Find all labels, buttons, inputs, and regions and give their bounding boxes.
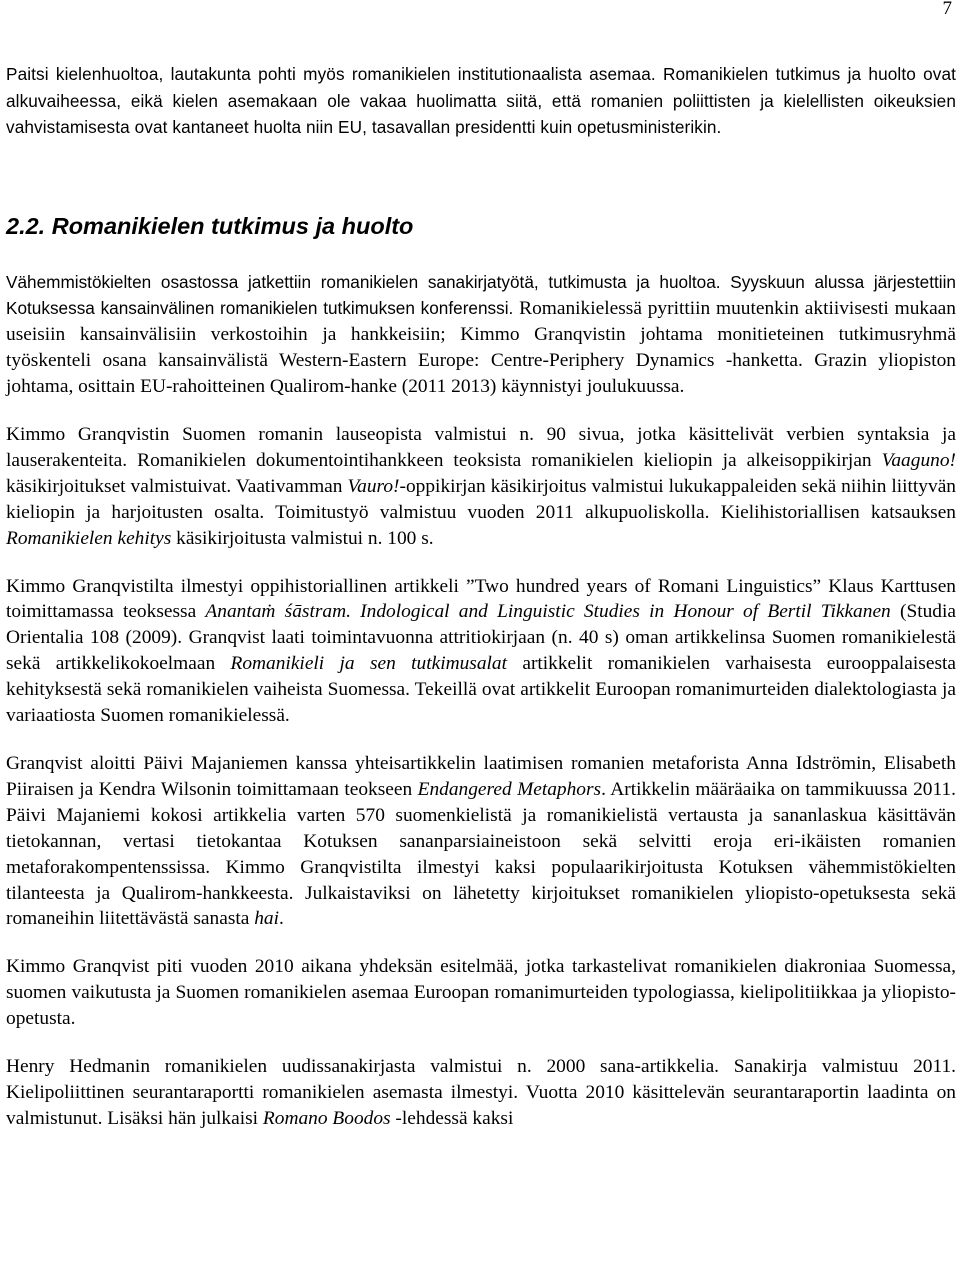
paragraph-lectures	[6, 954, 956, 1032]
p2-part-c: -oppikirjan käsikirjoitus valmistui lukukappaleiden sekä niihin liittyvän kieliopin ja harjoitusten osalta. Toimitustyö valmistuu vuoden 2011 alkupuoliskolla. Kielihistoriallisen katsauksen	[6, 475, 957, 523]
paragraph-syntax-work	[6, 422, 956, 552]
p2-part-d: käsikirjoitusta valmistui n. 100 s.	[171, 527, 434, 549]
p3-title-romanikieli: Romanikieli ja sen tutkimusalat	[230, 653, 507, 675]
p6-title-romano-boodos: Romano Boodos	[262, 1107, 391, 1129]
p2-title-kehitys: Romanikielen kehitys	[6, 527, 172, 549]
p4-part-b: . Artikkelin määräaika on tammikuussa 2011. Päivi Majaniemi kokosi artikkelia varten 570 suomenkielistä ja romanikielistä vertausta ja sananlaskua käsittävän tietokannan, vertasi tietokantaa Kotuksen sananparsiaineistoon sekä selvitti eroja eri-ikäisten romanien metaforakompentenssissa. Kimmo Granqvistilta ilmestyi kaksi populaarikirjoitusta Kotuksen vähemmistökielten tilanteesta ja Qualirom-hankkeesta. Julkaistaviksi on lähetetty kirjoitukset romanikielen yliopisto-opetuksesta sekä romaneihin liitettävästä sanasta	[6, 778, 956, 930]
intro-paragraph	[6, 61, 956, 141]
p6-part-a: Henry Hedmanin romanikielen uudissanakirjasta valmistui n. 2000 sana-artikkelia. Sanakirja valmistuu 2011. Kielipoliittinen seurantaraportti romanikielen asemasta ilmestyi. Vuotta 2010 käsittelevän seurantaraportin laadinta on valmistunut. Lisäksi hän julkaisi	[6, 1056, 956, 1129]
p4-word-hai: hai	[254, 908, 280, 930]
p3-part-a: Kimmo Granqvistilta ilmestyi oppihistoriallinen artikkeli ”Two hundred years of Romani Linguistics” Klaus Karttusen toimittamassa teoksessa	[6, 575, 956, 623]
p2-part-b: käsikirjoitukset valmistuivat. Vaativamman	[6, 475, 348, 497]
intro-text: Paitsi kielenhuoltoa, lautakunta pohti myös romanikielen institutionaalista asemaa. Romanikielen tutkimus ja huolto ovat alkuvaiheessa, eikä kielen asemakaan ole vakaa huolimatta siitä, että romanien poliittisten ja kielellisten oikeuksien vahvistamisesta ovat kantaneet huolta niin EU, tasavallan presidentti kuin opetusministerikin.	[6, 64, 956, 137]
p3-part-c: artikkelit romanikielen varhaisesta eurooppalaisesta kehityksestä sekä romanikielen vaiheista Suomessa. Tekeillä ovat artikkelit Euroopan romanimurteiden dialektologiasta ja variaatiosta Suomen romanikielessä.	[6, 653, 956, 727]
section-heading: 2.2. Romanikielen tutkimus ja huolto	[6, 212, 414, 239]
paragraph-research-overview-sans: Vähemmistökielten osastossa jatkettiin romanikielen sanakirjatyötä, tutkimusta ja huoltoa. Syyskuun alussa järjestettiin Kotuksessa kansainvälinen romanikielen tutkimuksen konferenssi.	[6, 271, 956, 319]
p3-part-b: (Studia Orientalia 108 (2009). Granqvist laati toimintavuonna attritiokirjaan (n. 40 s) oman artikkelinsa Suomen romanikielestä sekä artikkelikokoelmaan	[6, 601, 956, 675]
p3-title-anantam: Anantaṁ śāstram. Indological and Linguistic Studies in Honour of Bertil Tikkanen	[205, 601, 891, 623]
p5-text: Kimmo Granqvist piti vuoden 2010 aikana yhdeksän esitelmää, jotka tarkastelivat romanikielen diakroniaa Suomessa, suomen vaikutusta ja Suomen romanikielen asemaa Euroopan romanimurteiden typologiassa, kielipolitiikkaa ja yliopisto-opetusta.	[6, 956, 956, 1030]
p4-part-c: .	[279, 908, 284, 930]
page-number: 7	[942, 0, 952, 19]
p2-title-vaaguno: Vaaguno!	[881, 449, 956, 471]
paragraph-research-overview-rest: Romanikielessä pyrittiin muutenkin aktiivisesti mukaan useisiin kansainvälisiin verkostoihin ja hankkeisiin; Kimmo Granqvistin johtama monitieteinen tutkimusryhmä työskenteli osana kansainvälistä Western-Eastern Europe: Centre-Periphery Dynamics -hanketta. Grazin yliopiston johtama, osittain EU-rahoitteinen Qualirom-hanke (2011 2013) käynnistyi joulukuussa.	[6, 298, 956, 398]
paragraph-publications	[6, 574, 956, 729]
p2-title-vauro: Vauro!	[347, 475, 400, 497]
paragraph-dictionary	[6, 1054, 956, 1132]
p6-part-b: -lehdessä kaksi	[390, 1107, 514, 1129]
page-content	[6, 61, 956, 1132]
p4-title-endangered-metaphors: Endangered Metaphors	[417, 778, 602, 800]
p2-part-a: Kimmo Granqvistin Suomen romanin lauseopista valmistui n. 90 sivua, jotka käsittelivät verbien syntaksia ja lauserakenteita. Romanikielen dokumentointihankkeen teoksista romanikielen kieliopin ja alkeisoppikirjan	[6, 424, 956, 471]
paragraph-research-overview	[6, 269, 956, 401]
p4-part-a: Granqvist aloitti Päivi Majaniemen kanssa yhteisartikkelin laatimisen romanien metaforista Anna Idströmin, Elisabeth Piiraisen ja Kendra Wilsonin toimittamaan teokseen	[6, 753, 956, 800]
paragraph-metaphors	[6, 751, 956, 932]
